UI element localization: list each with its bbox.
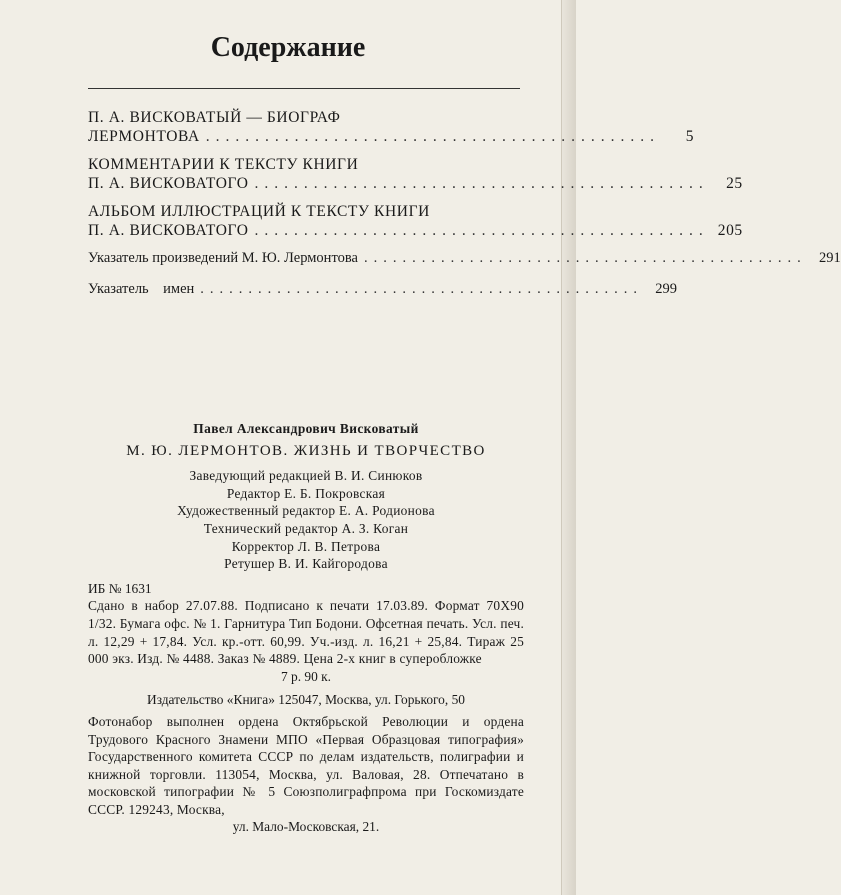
leader-dots: .............................................. xyxy=(254,175,709,192)
toc-entry-title: П. А. ВИСКОВАТЫЙ — БИОГРАФ xyxy=(88,109,341,126)
toc-entry-title: Указатель произведений М. Ю. Лермонтова xyxy=(88,250,358,266)
toc-page-number: 25 xyxy=(726,175,743,192)
leader-dots: .............................................. xyxy=(200,281,644,297)
toc-entry-title: Указатель имен xyxy=(88,281,195,297)
staff-line: Технический редактор А. З. Коган xyxy=(203,520,409,536)
toc-page-number: 291 xyxy=(818,250,841,266)
toc-page-number: 205 xyxy=(717,222,743,239)
print-details: Сдано в набор 27.07.88. Подписано к печати 17.03.89. Формат 70Х90 1/32. Бумага офс. № 1. Гарнитура Тип Бодони. Офсетная печать. Усл. печ. л. 12,29 + 17,84. Усл. кр.-отт. 60,99. Уч.-изд. л. 16,21 + 25,84. Тираж 25 000 экз. Изд. № 4488. Заказ № 4889. Цена 2-х книг в суперобложке xyxy=(88,598,524,667)
leader-dots: .............................................. xyxy=(254,222,709,239)
heading-rule xyxy=(88,88,520,89)
book-title: М. Ю. ЛЕРМОНТОВ. ЖИЗНЬ И ТВОРЧЕСТВО xyxy=(126,442,486,459)
toc-entry-title-cont: П. А. ВИСКОВАТОГО xyxy=(88,175,249,192)
toc-entry-title: КОММЕНТАРИИ К ТЕКСТУ КНИГИ xyxy=(88,156,359,173)
leader-dots: .............................................. xyxy=(205,128,661,145)
staff-line: Корректор Л. В. Петрова xyxy=(231,538,381,554)
toc-entry xyxy=(88,280,678,299)
toc-page-number: 299 xyxy=(655,281,678,297)
toc-entry xyxy=(88,155,743,193)
staff-line: Ретушер В. И. Кайгородова xyxy=(224,556,388,572)
printer-address: ул. Мало-Московская, 21. xyxy=(232,819,380,835)
staff-list xyxy=(88,467,524,573)
leader-dots: .............................................. xyxy=(363,250,807,266)
staff-line: Редактор Е. Б. Покровская xyxy=(226,485,386,501)
toc-entry xyxy=(88,249,841,268)
colophon xyxy=(88,420,524,836)
toc-entry xyxy=(88,202,743,240)
printer-info: Фотонабор выполнен ордена Октябрьской Революции и ордена Трудового Красного Знамени МПО «Первая Образцовая типография» Государственного комитета СССР по делам издательств, полиграфии и книжной торговли. 113054, Москва, ул. Валовая, 28. Отпечатано в московской типографии № 5 Союзполиграфпрома при Госкомиздате СССР. 129243, Москва, xyxy=(88,713,524,817)
toc-entry-title-cont: ЛЕРМОНТОВА xyxy=(88,128,200,145)
staff-line: Заведующий редакцией В. И. Синюков xyxy=(189,468,423,484)
contents-heading: Содержание xyxy=(210,32,366,63)
price: 7 р. 90 к. xyxy=(280,668,332,684)
toc-entry-title-cont: П. А. ВИСКОВАТОГО xyxy=(88,222,249,239)
ib-number: ИБ № 1631 xyxy=(88,580,152,596)
author-name: Павел Александрович Висковатый xyxy=(193,421,419,436)
table-of-contents xyxy=(88,108,841,311)
toc-page-number: 5 xyxy=(685,128,695,145)
publisher-info: Издательство «Книга» 125047, Москва, ул. Горького, 50 xyxy=(147,692,465,708)
toc-entry-title: АЛЬБОМ ИЛЛЮСТРАЦИЙ К ТЕКСТУ КНИГИ xyxy=(88,203,430,220)
toc-entry xyxy=(88,108,695,146)
staff-line: Художественный редактор Е. А. Родионова xyxy=(177,503,435,519)
